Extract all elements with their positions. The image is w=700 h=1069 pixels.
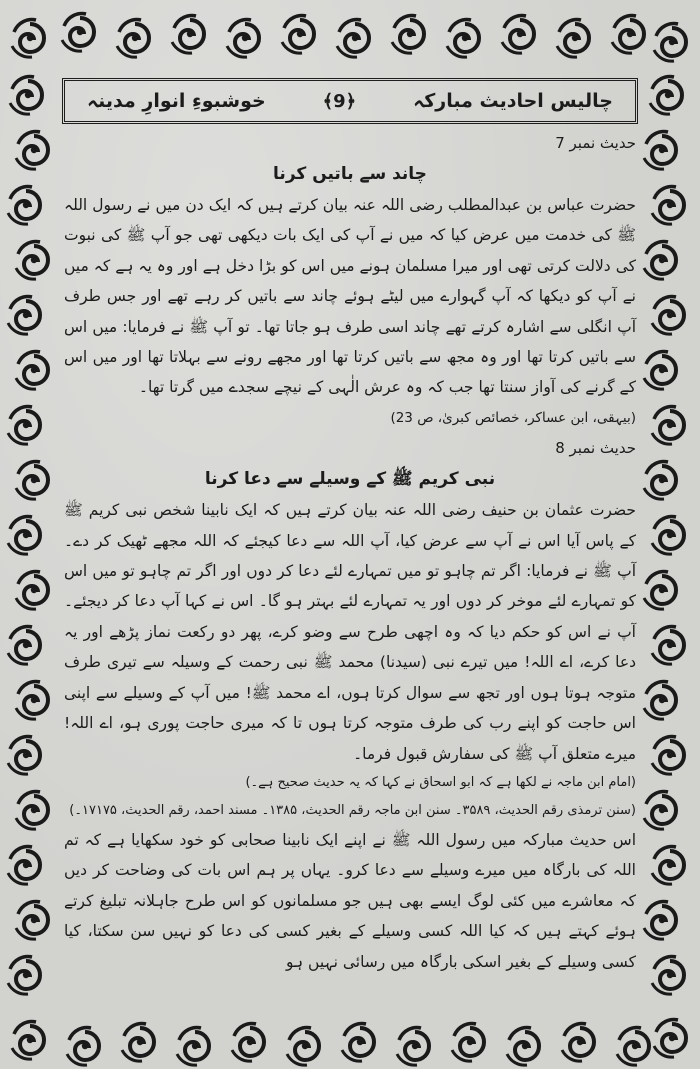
border-left bbox=[8, 77, 48, 995]
hadith-number-7: حدیث نمبر 7 bbox=[555, 134, 636, 152]
border-bottom bbox=[12, 1020, 686, 1066]
page-header bbox=[62, 78, 638, 124]
border-top bbox=[12, 14, 686, 62]
page-number: ﴿9﴾ bbox=[322, 90, 357, 112]
border-right bbox=[644, 77, 684, 995]
hadith-8-title: نبی کریم ﷺ کے وسیلے سے دعا کرنا bbox=[204, 469, 496, 490]
header-title: چالیس احادیث مبارکہ bbox=[413, 90, 613, 112]
book-name: خوشبوءِ انوارِ مدینہ bbox=[87, 90, 266, 112]
hadith-number-8: حدیث نمبر 8 bbox=[555, 439, 636, 458]
hadith-8-commentary: اس حدیث مبارکہ میں رسول اللہ ﷺ نے اپنے ایک نابینا صحابی کو خود سکھایا ہے کہ تم اللہ کی بارگاہ میں میرے وسیلے سے دعا کرو۔ یہاں پر ہم اس بات کی وضاحت کر دیں کہ معاشرے میں کئی لوگ ایسے بھی ہیں جو مسلمانوں کو اس طرح جاہلانہ تبلیغ کرتے ہوئے کہتے ہیں کہ کیا اللہ کسی وسیلے کے بغیر کسی کی دعا کو نہیں سن سکتا، کیا کسی وسیلے کے بغیر اسکی بارگاہ میں رسائی نہیں ہو bbox=[64, 830, 636, 971]
hadith-7-title: چاند سے باتیں کرنا bbox=[273, 164, 427, 184]
hadith-8-sources: (سنن ترمذی رقم الحدیث، ۳۵۸۹۔ سنن ابن ماجہ رقم الحدیث، ۱۳۸۵۔ مسند احمد، رقم الحدیث، ۱۷۱۷۵۔) bbox=[69, 802, 636, 818]
hadith-8-body: حضرت عثمان بن حنیف رضی اللہ عنہ بیان کرتے ہیں کہ ایک نابینا شخص نبی کریم ﷺ کے پاس آیا اس نے آپ سے عرض کیا، آپ اللہ سے دعا کیجئے کہ اللہ مجھے ٹھیک کر دے۔ آپ ﷺ نے فرمایا: اگر تم چاہو تو میں تمہارے لئے دعا کر دوں اور اگر تم چاہو تو میں اس کو تمہارے لئے موخر کر دوں اور یہ تمہارے لئے بہتر ہو گا۔ اس نے کہا آپ دعا کر دیجئے۔ آپ نے اس کو حکم دیا کہ وہ اچھی طرح سے وضو کرے، پھر دو رکعت نماز پڑھے اور یہ دعا کرے، اے اللہ! میں تیرے نبی (سیدنا) محمد ﷺ نبی رحمت کے وسیلہ سے تیری طرف متوجہ ہوتا ہوں اور تجھ سے سوال کرتا ہوں، اے محمد ﷺ! میں آپ کے وسیلے سے اپنی اس حاجت کو اپنے رب کی طرف متوجہ کرتا ہوں تا کہ میری حاجت پوری ہو، اے اللہ! میرے متعلق آپ ﷺ کی سفارش قبول فرما۔ bbox=[64, 501, 636, 763]
hadith-8-note: (امام ابن ماجہ نے لکھا ہے کہ ابو اسحاق نے کہا کہ یہ حدیث صحیح ہے۔) bbox=[245, 774, 636, 790]
page-content bbox=[64, 128, 636, 1008]
hadith-7-body: حضرت عباس بن عبدالمطلب رضی اللہ عنہ بیان کرتے ہیں کہ ایک دن میں نے رسول اللہ ﷺ کی خدمت میں عرض کیا کہ میں نے آپ کی ایک بات دیکھی تھی جو آپ ﷺ کی نبوت کی دلالت کرتی تھی اور میرا مسلمان ہونے میں اس کو بڑا دخل ہے اور وہ یہ ہے کہ میں نے آپ کو دیکھا کہ آپ گہوارے میں لیٹے ہوئے چاند سے باتیں کر رہے تھے اور جس طرف آپ انگلی سے اشارہ کرتے تھے چاند اسی طرف ہو جاتا تھا۔ تو آپ ﷺ نے فرمایا: میں اس سے باتیں کرتا تھا اور وہ مجھ سے باتیں کرتا تھا اور مجھے رونے سے بہلاتا تھا اور میں اس کے گرنے کی آواز سنتا تھا جب کہ وہ عرش الٰہی کے نیچے سجدے میں گرتا تھا۔ bbox=[64, 196, 636, 397]
hadith-7-reference: (بیہقی، ابن عساکر، خصائص کبریٰ، ص 23) bbox=[390, 409, 636, 426]
